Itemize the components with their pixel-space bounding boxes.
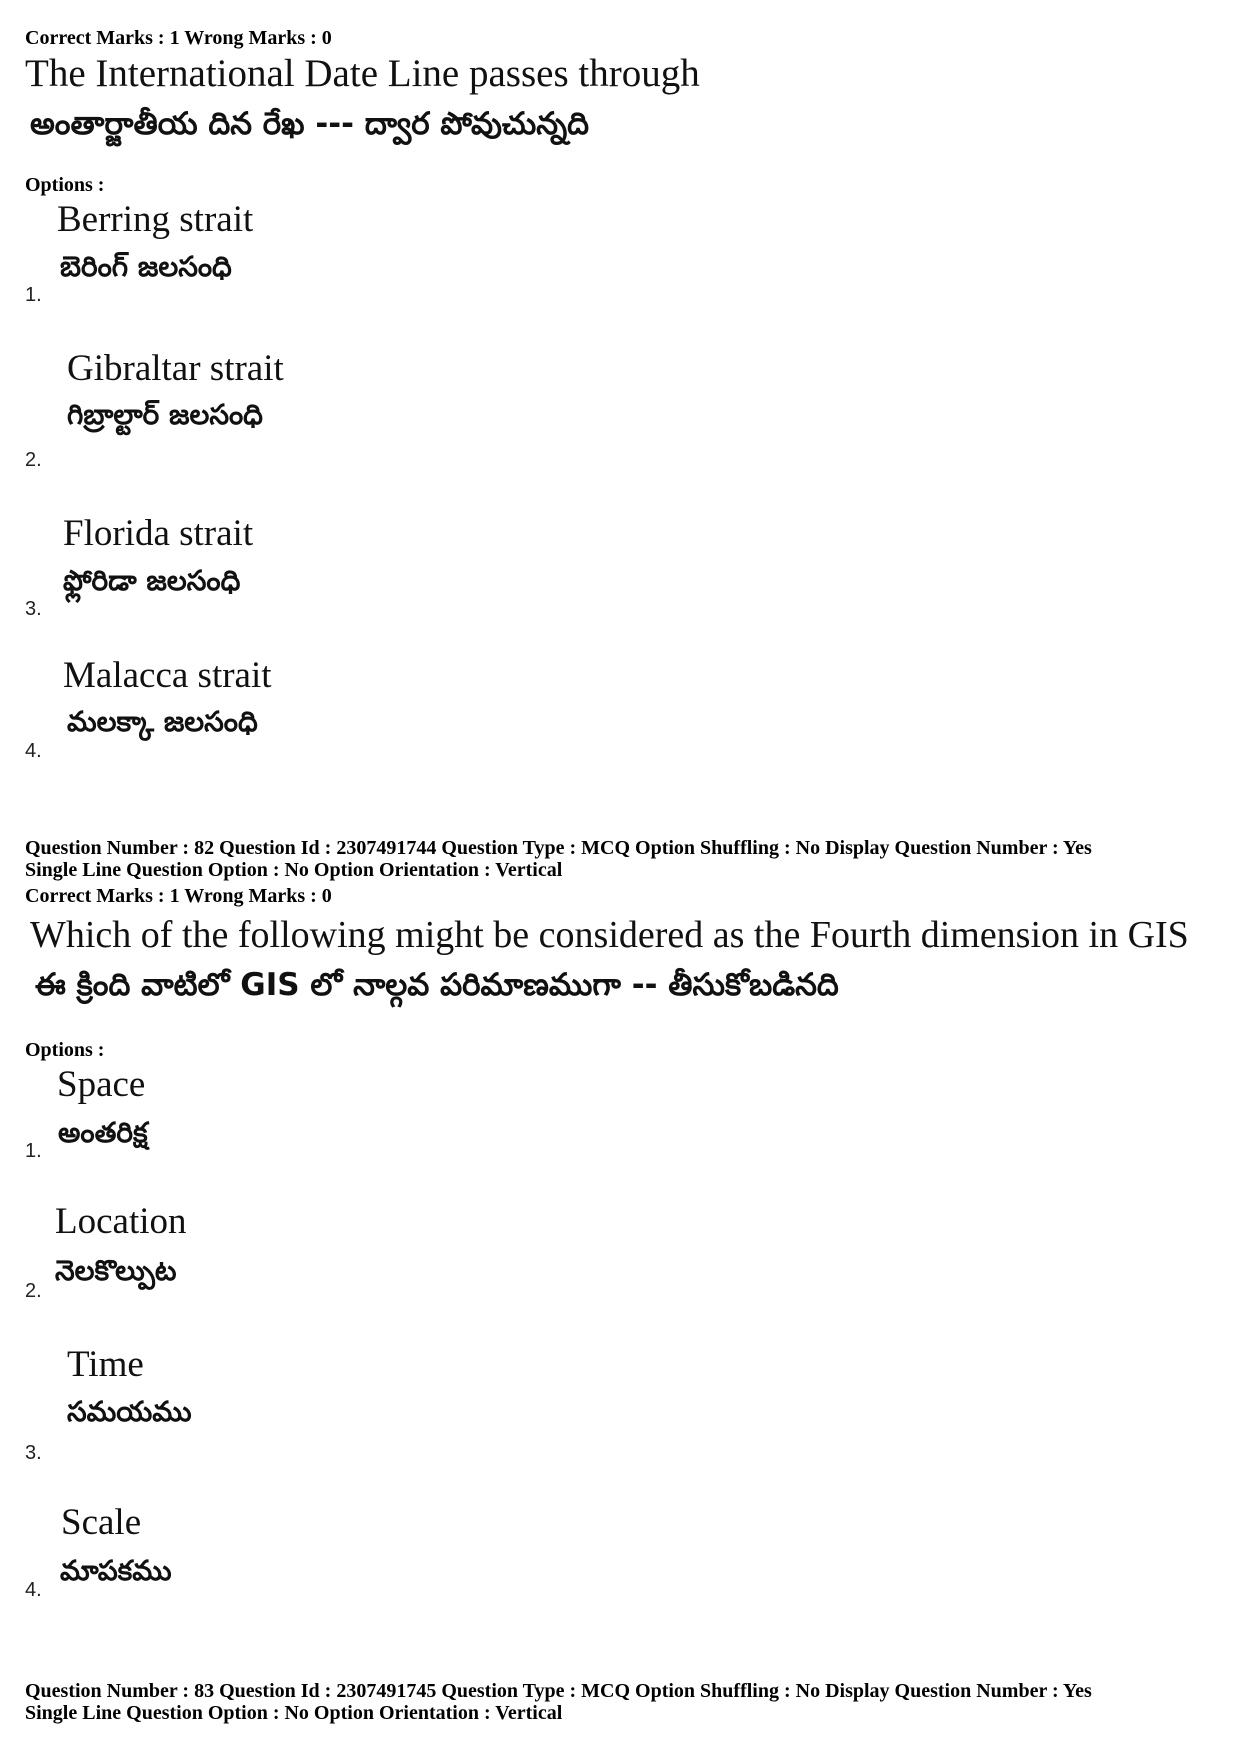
q83-header-line1: Question Number : 83 Question Id : 2307491745 Question Type : MCQ Option Shuffling : No Display Question Number : Yes	[25, 1680, 1092, 1702]
q81-option-4-te: మలక్కా జలసంధి	[67, 705, 258, 738]
q82-header-line2: Single Line Question Option : No Option Orientation : Vertical	[25, 859, 563, 881]
q81-option-2-te: గిబ్రాల్టార్ జలసంధి	[67, 398, 263, 431]
q82-header-line1: Question Number : 82 Question Id : 2307491744 Question Type : MCQ Option Shuffling : No Display Question Number : Yes	[25, 837, 1092, 859]
q82-question-en: Which of the following might be considered as the Fourth dimension in GIS	[30, 914, 1189, 956]
q82-option-3-en: Time	[67, 1344, 144, 1385]
q82-option-1-num: 1.	[25, 1140, 42, 1162]
q81-option-1-en: Berring strait	[57, 199, 254, 240]
q83-header-line2: Single Line Question Option : No Option Orientation : Vertical	[25, 1702, 563, 1724]
q82-options-label: Options :	[25, 1039, 105, 1061]
q81-marks: Correct Marks : 1 Wrong Marks : 0	[25, 27, 332, 49]
q81-option-2-en: Gibraltar strait	[67, 348, 284, 389]
q82-option-4-te: మాపకము	[60, 1554, 172, 1587]
q81-option-1-te: బెరింగ్ జలసంధి	[60, 250, 232, 283]
q81-question-te: అంతార్జాతీయ దిన రేఖ --- ద్వార పోవుచున్నది	[30, 106, 590, 142]
q81-option-4-en: Malacca strait	[63, 655, 272, 696]
q82-option-1-te: అంతరిక్ష	[58, 1116, 148, 1149]
q81-question-en: The International Date Line passes through	[25, 52, 700, 95]
q82-option-2-en: Location	[55, 1201, 187, 1242]
q82-option-3-te: సమయము	[67, 1395, 192, 1428]
q82-option-2-num: 2.	[25, 1280, 42, 1302]
q82-option-4-num: 4.	[25, 1579, 42, 1601]
q81-option-2-num: 2.	[25, 449, 42, 471]
q81-option-1-num: 1.	[25, 284, 42, 306]
q81-option-3-en: Florida strait	[63, 513, 254, 554]
q82-option-2-te: నెలకొల్పుట	[55, 1254, 177, 1287]
q81-options-label: Options :	[25, 174, 105, 196]
q82-option-3-num: 3.	[25, 1442, 42, 1464]
q82-marks: Correct Marks : 1 Wrong Marks : 0	[25, 885, 332, 907]
q81-option-4-num: 4.	[25, 740, 42, 762]
q82-question-te: ఈ క్రింది వాటిలో GIS లో నాల్గవ పరిమాణముగా -- తీసుకోబడినది	[35, 967, 839, 1003]
q81-option-3-te: ఫ్లోరిడా జలసంధి	[63, 564, 241, 597]
q81-option-3-num: 3.	[25, 598, 42, 620]
q82-option-4-en: Scale	[61, 1502, 142, 1543]
q82-option-1-en: Space	[57, 1064, 146, 1105]
